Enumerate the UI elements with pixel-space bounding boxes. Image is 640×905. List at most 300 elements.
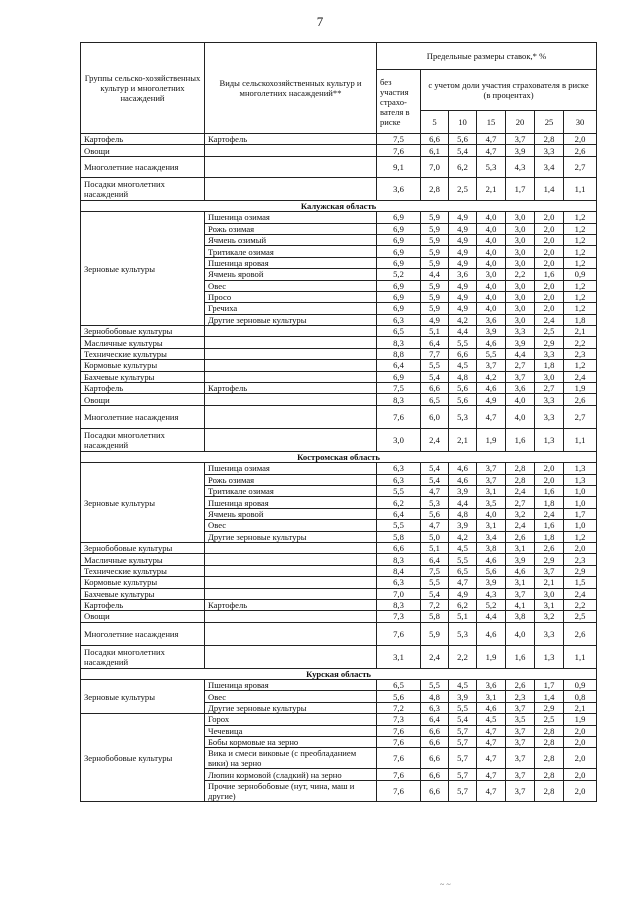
rate-value: 5,2 xyxy=(477,599,506,610)
rate-value: 2,1 xyxy=(564,702,597,713)
table-row xyxy=(81,645,597,668)
table-row xyxy=(81,680,597,691)
rate-value: 5,9 xyxy=(421,303,449,314)
rate-value: 2,6 xyxy=(506,531,535,542)
rate-value: 2,7 xyxy=(506,497,535,508)
rate-value: 4,9 xyxy=(421,314,449,325)
rate-value: 3,6 xyxy=(506,383,535,394)
rate-value: 4,1 xyxy=(506,599,535,610)
rate-value: 6,9 xyxy=(377,246,421,257)
rate-value: 6,9 xyxy=(377,223,421,234)
rate-value: 2,7 xyxy=(564,405,597,428)
header-col-30: 30 xyxy=(564,111,597,134)
table-row xyxy=(81,156,597,177)
rate-value: 2,2 xyxy=(506,269,535,280)
rate-value: 1,8 xyxy=(535,360,564,371)
row-kind: Пшеница озимая xyxy=(205,463,377,474)
rate-value: 5,5 xyxy=(477,348,506,359)
rate-value: 2,4 xyxy=(564,588,597,599)
row-kind: Прочие зернобобовые (нут, чина, маш и другие) xyxy=(205,780,377,801)
rate-value: 6,4 xyxy=(377,508,421,519)
rate-value: 4,9 xyxy=(449,246,477,257)
rate-value: 1,2 xyxy=(564,223,597,234)
rate-value: 4,9 xyxy=(449,257,477,268)
rate-value: 4,7 xyxy=(477,769,506,780)
row-group: Овощи xyxy=(81,145,205,156)
rate-value: 7,7 xyxy=(421,348,449,359)
rate-value: 3,1 xyxy=(506,577,535,588)
rate-value: 2,0 xyxy=(564,134,597,145)
rate-value: 2,0 xyxy=(564,737,597,748)
rate-value: 7,3 xyxy=(377,714,421,725)
row-group: Зернобобовые культуры xyxy=(81,542,205,553)
rate-value: 6,3 xyxy=(377,314,421,325)
rate-value: 4,2 xyxy=(449,314,477,325)
rate-value: 7,6 xyxy=(377,405,421,428)
rate-value: 6,4 xyxy=(377,360,421,371)
rate-value: 3,0 xyxy=(377,428,421,451)
row-kind: Ячмень яровой xyxy=(205,269,377,280)
rate-value: 1,6 xyxy=(506,645,535,668)
rate-value: 3,0 xyxy=(506,212,535,223)
rate-value: 5,5 xyxy=(421,577,449,588)
rate-value: 5,3 xyxy=(449,622,477,645)
rate-value: 2,5 xyxy=(449,177,477,200)
rate-value: 7,2 xyxy=(421,599,449,610)
rate-value: 2,0 xyxy=(564,780,597,801)
rate-value: 3,2 xyxy=(535,611,564,622)
rate-value: 2,0 xyxy=(564,725,597,736)
rate-value: 2,8 xyxy=(535,748,564,769)
row-kind xyxy=(205,565,377,576)
rate-value: 3,1 xyxy=(535,599,564,610)
rate-value: 4,0 xyxy=(477,508,506,519)
rate-value: 4,9 xyxy=(449,291,477,302)
rate-value: 2,4 xyxy=(535,314,564,325)
rate-value: 2,8 xyxy=(506,463,535,474)
rate-value: 5,5 xyxy=(421,360,449,371)
table-row xyxy=(81,394,597,405)
row-kind xyxy=(205,405,377,428)
rate-value: 1,2 xyxy=(564,234,597,245)
rate-value: 2,7 xyxy=(564,156,597,177)
rate-value: 3,5 xyxy=(506,714,535,725)
rate-value: 6,3 xyxy=(377,474,421,485)
rate-value: 3,0 xyxy=(535,371,564,382)
row-kind xyxy=(205,371,377,382)
rate-value: 5,7 xyxy=(449,737,477,748)
row-kind xyxy=(205,645,377,668)
rate-value: 3,1 xyxy=(477,691,506,702)
row-kind: Бобы кормовые на зерно xyxy=(205,737,377,748)
rate-value: 2,7 xyxy=(506,360,535,371)
rate-value: 6,0 xyxy=(421,405,449,428)
rate-value: 7,6 xyxy=(377,737,421,748)
rate-value: 1,2 xyxy=(564,360,597,371)
rate-value: 1,7 xyxy=(564,508,597,519)
rate-value: 1,8 xyxy=(535,497,564,508)
rate-value: 4,4 xyxy=(449,497,477,508)
rate-value: 2,0 xyxy=(564,769,597,780)
rate-value: 7,0 xyxy=(421,156,449,177)
rate-value: 4,2 xyxy=(449,531,477,542)
rate-value: 2,8 xyxy=(535,725,564,736)
row-kind xyxy=(205,360,377,371)
rate-value: 4,7 xyxy=(477,134,506,145)
table-row xyxy=(81,371,597,382)
rate-value: 2,4 xyxy=(421,428,449,451)
rate-value: 8,3 xyxy=(377,554,421,565)
rate-value: 3,3 xyxy=(506,326,535,337)
rate-value: 5,6 xyxy=(477,565,506,576)
rate-value: 5,4 xyxy=(421,371,449,382)
rate-value: 4,8 xyxy=(449,371,477,382)
rate-value: 2,0 xyxy=(535,246,564,257)
rate-value: 4,9 xyxy=(449,212,477,223)
row-kind: Гречиха xyxy=(205,303,377,314)
rate-value: 4,9 xyxy=(449,223,477,234)
table-row xyxy=(81,714,597,725)
rate-value: 2,0 xyxy=(535,212,564,223)
rate-value: 6,5 xyxy=(377,680,421,691)
rate-value: 5,9 xyxy=(421,223,449,234)
rate-value: 1,2 xyxy=(564,291,597,302)
rate-value: 5,7 xyxy=(449,780,477,801)
row-kind xyxy=(205,326,377,337)
rate-value: 2,1 xyxy=(535,577,564,588)
row-kind: Другие зерновые культуры xyxy=(205,531,377,542)
rate-value: 0,8 xyxy=(564,691,597,702)
table-row xyxy=(81,622,597,645)
rate-value: 5,9 xyxy=(421,212,449,223)
row-group: Многолетние насаждения xyxy=(81,622,205,645)
rate-value: 5,5 xyxy=(449,337,477,348)
rate-value: 1,6 xyxy=(535,520,564,531)
rate-value: 5,1 xyxy=(421,326,449,337)
rate-value: 4,6 xyxy=(506,565,535,576)
rate-value: 2,2 xyxy=(449,645,477,668)
region-title: Калужская область xyxy=(81,200,597,211)
header-col-5: 5 xyxy=(421,111,449,134)
row-kind xyxy=(205,622,377,645)
table-row xyxy=(81,337,597,348)
rate-value: 3,9 xyxy=(477,326,506,337)
row-kind: Другие зерновые культуры xyxy=(205,702,377,713)
rate-value: 2,7 xyxy=(535,383,564,394)
rate-value: 4,3 xyxy=(477,588,506,599)
rate-value: 2,6 xyxy=(564,145,597,156)
rate-value: 3,6 xyxy=(477,314,506,325)
row-group: Масличные культуры xyxy=(81,554,205,565)
rate-value: 3,0 xyxy=(506,314,535,325)
rate-value: 6,6 xyxy=(421,769,449,780)
rate-value: 5,6 xyxy=(449,134,477,145)
rate-value: 4,2 xyxy=(477,371,506,382)
row-group: Посадки многолетних насаждений xyxy=(81,177,205,200)
rate-value: 7,6 xyxy=(377,725,421,736)
rate-value: 4,9 xyxy=(449,303,477,314)
region-row xyxy=(81,200,597,211)
rate-value: 4,5 xyxy=(477,714,506,725)
table-row xyxy=(81,348,597,359)
rate-value: 4,0 xyxy=(477,234,506,245)
rate-value: 2,2 xyxy=(564,337,597,348)
row-group: Картофель xyxy=(81,383,205,394)
rate-value: 2,6 xyxy=(506,680,535,691)
rate-value: 1,9 xyxy=(477,428,506,451)
rate-value: 2,4 xyxy=(535,508,564,519)
row-group: Овощи xyxy=(81,394,205,405)
rate-value: 3,1 xyxy=(477,520,506,531)
rate-value: 2,1 xyxy=(564,326,597,337)
rate-value: 4,7 xyxy=(477,748,506,769)
rate-value: 3,7 xyxy=(477,474,506,485)
row-group: Бахчевые культуры xyxy=(81,588,205,599)
rate-value: 5,4 xyxy=(421,474,449,485)
rate-value: 6,1 xyxy=(421,145,449,156)
table-row xyxy=(81,177,597,200)
rate-value: 3,9 xyxy=(506,337,535,348)
rate-value: 4,5 xyxy=(449,542,477,553)
rate-value: 1,1 xyxy=(564,177,597,200)
rate-value: 3,6 xyxy=(377,177,421,200)
rate-value: 0,9 xyxy=(564,680,597,691)
rate-value: 3,4 xyxy=(535,156,564,177)
rate-value: 3,2 xyxy=(506,508,535,519)
rate-value: 5,6 xyxy=(449,383,477,394)
rate-value: 4,7 xyxy=(477,145,506,156)
row-group: Кормовые культуры xyxy=(81,360,205,371)
rate-value: 3,0 xyxy=(506,234,535,245)
rate-value: 3,0 xyxy=(535,588,564,599)
rate-value: 3,7 xyxy=(506,748,535,769)
rate-value: 2,0 xyxy=(535,280,564,291)
table-row xyxy=(81,611,597,622)
header-with-share: с учетом доли участия страхователя в риске (в процентах) xyxy=(421,70,597,111)
row-group: Бахчевые культуры xyxy=(81,371,205,382)
rate-value: 6,9 xyxy=(377,212,421,223)
rate-value: 1,2 xyxy=(564,280,597,291)
rate-value: 4,0 xyxy=(477,212,506,223)
header-col-25: 25 xyxy=(535,111,564,134)
rate-value: 3,7 xyxy=(506,725,535,736)
rate-value: 2,0 xyxy=(535,303,564,314)
header-group: Группы сельско-хозяйственных культур и многолетних насаждений xyxy=(81,43,205,134)
row-group: Овощи xyxy=(81,611,205,622)
footer-marks: ~ ~ xyxy=(440,880,451,889)
rate-value: 5,4 xyxy=(449,714,477,725)
rate-value: 6,5 xyxy=(449,565,477,576)
table-row xyxy=(81,383,597,394)
row-kind: Картофель xyxy=(205,383,377,394)
row-group: Посадки многолетних насаждений xyxy=(81,645,205,668)
header-without-participation: без участия страхо-вателя в риске xyxy=(377,70,421,134)
rate-value: 5,5 xyxy=(421,680,449,691)
rate-value: 1,9 xyxy=(477,645,506,668)
row-kind: Просо xyxy=(205,291,377,302)
rate-value: 1,1 xyxy=(564,645,597,668)
row-group: Технические культуры xyxy=(81,565,205,576)
rate-value: 3,0 xyxy=(506,303,535,314)
rate-value: 4,6 xyxy=(477,337,506,348)
row-kind: Вика и смеси виковые (с преобладанием вики) на зерно xyxy=(205,748,377,769)
rate-value: 5,2 xyxy=(377,269,421,280)
rate-value: 2,6 xyxy=(564,622,597,645)
rate-value: 2,2 xyxy=(564,599,597,610)
rate-value: 7,2 xyxy=(377,702,421,713)
rate-value: 4,0 xyxy=(506,622,535,645)
rate-value: 3,7 xyxy=(506,134,535,145)
row-group: Зерновые культуры xyxy=(81,463,205,543)
row-group: Кормовые культуры xyxy=(81,577,205,588)
rate-value: 2,6 xyxy=(535,542,564,553)
rate-value: 4,7 xyxy=(421,485,449,496)
rate-value: 6,3 xyxy=(377,463,421,474)
rate-value: 4,4 xyxy=(421,269,449,280)
header-rates: Предельные размеры ставок,* % xyxy=(377,43,597,70)
rate-value: 5,3 xyxy=(421,497,449,508)
rate-value: 6,9 xyxy=(377,371,421,382)
region-row xyxy=(81,668,597,679)
rate-value: 2,3 xyxy=(564,348,597,359)
row-kind xyxy=(205,348,377,359)
rate-value: 1,9 xyxy=(564,383,597,394)
table-row xyxy=(81,554,597,565)
rate-value: 5,7 xyxy=(449,725,477,736)
rate-value: 4,3 xyxy=(506,156,535,177)
rate-value: 1,2 xyxy=(564,246,597,257)
row-kind: Люпин кормовой (сладкий) на зерно xyxy=(205,769,377,780)
rate-value: 3,7 xyxy=(506,780,535,801)
row-kind: Овес xyxy=(205,280,377,291)
rate-value: 3,9 xyxy=(449,485,477,496)
rate-value: 1,6 xyxy=(535,485,564,496)
rate-value: 1,2 xyxy=(564,212,597,223)
rate-value: 6,6 xyxy=(421,780,449,801)
rate-value: 5,5 xyxy=(377,520,421,531)
rate-value: 5,8 xyxy=(377,531,421,542)
rate-value: 2,0 xyxy=(535,223,564,234)
row-group: Многолетние насаждения xyxy=(81,156,205,177)
table-row xyxy=(81,360,597,371)
rate-value: 1,6 xyxy=(506,428,535,451)
rate-value: 1,8 xyxy=(535,531,564,542)
rate-value: 4,8 xyxy=(449,508,477,519)
header-kinds: Виды сельскохозяйственных культур и многолетних насаждений** xyxy=(205,43,377,134)
rate-value: 5,9 xyxy=(421,291,449,302)
table-row xyxy=(81,326,597,337)
rate-value: 6,3 xyxy=(377,577,421,588)
rate-value: 4,5 xyxy=(449,680,477,691)
rate-value: 3,7 xyxy=(506,371,535,382)
region-title: Костромская область xyxy=(81,451,597,462)
rate-value: 6,6 xyxy=(449,348,477,359)
rate-value: 5,3 xyxy=(449,405,477,428)
rate-value: 2,8 xyxy=(535,769,564,780)
rate-value: 1,5 xyxy=(564,577,597,588)
row-kind: Картофель xyxy=(205,599,377,610)
rate-value: 5,7 xyxy=(449,748,477,769)
rate-value: 1,3 xyxy=(535,428,564,451)
rate-value: 3,7 xyxy=(506,702,535,713)
rate-value: 6,2 xyxy=(377,497,421,508)
rate-value: 3,7 xyxy=(506,588,535,599)
row-kind: Пшеница яровая xyxy=(205,257,377,268)
table-body xyxy=(81,134,597,802)
rate-value: 5,9 xyxy=(421,280,449,291)
rate-value: 4,0 xyxy=(506,405,535,428)
header-col-10: 10 xyxy=(449,111,477,134)
table-row xyxy=(81,542,597,553)
rate-value: 4,6 xyxy=(477,622,506,645)
rate-value: 3,9 xyxy=(449,691,477,702)
rate-value: 1,0 xyxy=(564,485,597,496)
rate-value: 5,6 xyxy=(421,508,449,519)
rate-value: 2,1 xyxy=(449,428,477,451)
rate-value: 6,6 xyxy=(421,383,449,394)
rate-value: 2,8 xyxy=(535,134,564,145)
rate-value: 4,4 xyxy=(506,348,535,359)
rate-value: 1,7 xyxy=(506,177,535,200)
row-kind xyxy=(205,156,377,177)
rate-value: 1,7 xyxy=(535,680,564,691)
row-kind xyxy=(205,145,377,156)
rate-value: 2,1 xyxy=(477,177,506,200)
rate-value: 4,0 xyxy=(477,303,506,314)
rate-value: 4,4 xyxy=(449,326,477,337)
rate-value: 7,6 xyxy=(377,769,421,780)
rate-value: 7,5 xyxy=(421,565,449,576)
rate-value: 5,3 xyxy=(477,156,506,177)
rate-value: 3,7 xyxy=(506,769,535,780)
rate-value: 5,9 xyxy=(421,257,449,268)
rate-value: 5,9 xyxy=(421,622,449,645)
table-row xyxy=(81,463,597,474)
rate-value: 5,8 xyxy=(421,611,449,622)
rate-value: 2,8 xyxy=(535,780,564,801)
row-kind: Картофель xyxy=(205,134,377,145)
row-kind: Пшеница яровая xyxy=(205,497,377,508)
row-group: Масличные культуры xyxy=(81,337,205,348)
rate-value: 9,1 xyxy=(377,156,421,177)
rate-value: 3,0 xyxy=(506,257,535,268)
rate-value: 1,3 xyxy=(535,645,564,668)
rate-value: 2,0 xyxy=(535,257,564,268)
rate-value: 6,9 xyxy=(377,280,421,291)
rate-value: 4,8 xyxy=(421,691,449,702)
header-col-15: 15 xyxy=(477,111,506,134)
row-kind: Пшеница озимая xyxy=(205,212,377,223)
rate-value: 2,0 xyxy=(535,234,564,245)
table-row xyxy=(81,588,597,599)
rate-value: 7,3 xyxy=(377,611,421,622)
rate-value: 4,4 xyxy=(477,611,506,622)
rate-value: 3,1 xyxy=(477,485,506,496)
row-group: Зернобобовые культуры xyxy=(81,326,205,337)
rate-value: 1,1 xyxy=(564,428,597,451)
rate-value: 3,9 xyxy=(506,554,535,565)
row-group: Посадки многолетних насаждений xyxy=(81,428,205,451)
table-row xyxy=(81,145,597,156)
rate-value: 3,9 xyxy=(477,577,506,588)
rate-value: 2,8 xyxy=(535,737,564,748)
rate-value: 2,9 xyxy=(535,337,564,348)
table-row xyxy=(81,577,597,588)
rate-value: 2,5 xyxy=(535,714,564,725)
rate-value: 5,4 xyxy=(421,463,449,474)
rate-value: 4,7 xyxy=(477,405,506,428)
rate-value: 7,6 xyxy=(377,780,421,801)
